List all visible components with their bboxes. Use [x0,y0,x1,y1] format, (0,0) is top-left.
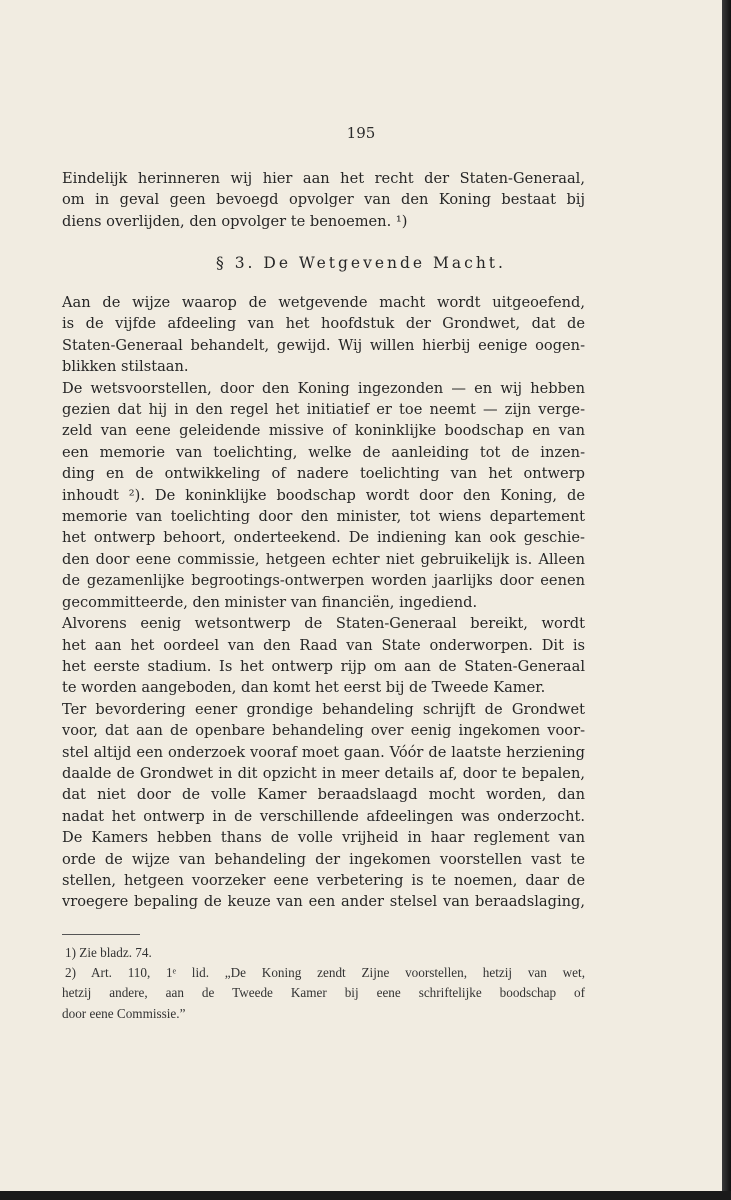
text-line: daalde de Grondwet in dit opzicht in meer details af, door te bepalen, [62,764,585,782]
text-line: orde de wijze van behandeling der ingekomen voorstellen vast te [62,850,585,868]
text-line: het ontwerp behoort, onderteekend. De indiening kan ook geschie- [62,529,585,547]
footnote-rule [62,934,140,935]
text-line: stel altijd een onderzoek vooraf moet gaan. Vóór de laatste herziening [62,743,585,761]
section-heading: § 3. De Wetgevende Macht. [216,254,506,272]
text-line: dat niet door de volle Kamer beraadslaagd mocht worden, dan [62,786,585,804]
text-line: om in geval geen bevoegd opvolger van den Koning bestaat bij [62,191,585,209]
page-bottom-edge [0,1191,731,1200]
text-line: het aan het oordeel van den Raad van State onderworpen. Dit is [62,636,585,654]
text-line: het eerste stadium. Is het ontwerp rijp om aan de Staten-Generaal [62,657,585,675]
text-line: Staten-Generaal behandelt, gewijd. Wij willen hierbij eenige oogen- [62,336,585,354]
text-line: nadat het ontwerp in de verschillende afdeelingen was onderzocht. [62,807,585,825]
text-line: te worden aangeboden, dan komt het eerst bij de Tweede Kamer. [62,679,546,697]
text-line: een memorie van toelichting, welke de aanleiding tot de inzen- [62,443,585,461]
footnote-2-continued: hetzij andere, aan de Tweede Kamer bij eene schriftelijke boodschap of [62,985,585,1001]
text-line: is de vijfde afdeeling van het hoofdstuk der Grondwet, dat de [62,315,585,333]
text-line: zeld van eene geleidende missive of koninklijke boodschap en van [62,422,585,440]
page-edge-shadow [722,0,731,1200]
text-line: diens overlijden, den opvolger te benoemen. ¹) [62,212,408,230]
text-line: de gezamenlijke begrootings-ontwerpen worden jaarlijks door eenen [62,572,585,590]
text-line: gecommitteerde, den minister van financiën, ingediend. [62,593,478,611]
body-text [62,292,585,913]
text-line: den door eene commissie, hetgeen echter niet gebruikelijk is. Alleen [62,550,585,568]
intro-paragraph [62,168,585,232]
text-line: gezien dat hij in den regel het initiatief er toe neemt — zijn verge- [62,401,585,419]
text-line: voor, dat aan de openbare behandeling over eenig ingekomen voor- [62,722,585,740]
text-line: De wetsvoorstellen, door den Koning ingezonden — en wij hebben [62,379,585,397]
text-line: vroegere bepaling de keuze van een ander stelsel van beraadslaging, [62,893,585,911]
text-line: De Kamers hebben thans de volle vrijheid in haar reglement van [62,829,585,847]
page-number: 195 [346,124,376,142]
text-line: Eindelijk herinneren wij hier aan het recht der Staten-Generaal, [62,170,585,187]
text-line: Alvorens eenig wetsontwerp de Staten-Generaal bereikt, wordt [62,615,585,633]
footnotes [62,943,585,1024]
footnote-1: 1) Zie bladz. 74. [65,945,152,960]
text-line: stellen, hetgeen voorzeker eene verbetering is te noemen, daar de [62,871,585,889]
text-line: Ter bevordering eener grondige behandeling schrijft de Grondwet [62,700,585,718]
footnote-2-end: door eene Commissie.” [62,1005,186,1021]
text-line: inhoudt ²). De koninklijke boodschap wordt door den Koning, de [62,486,585,504]
text-line: memorie van toelichting door den minister, tot wiens departement [62,508,585,526]
text-line: Aan de wijze waarop de wetgevende macht wordt uitgeoefend, [62,294,585,311]
text-line: blikken stilstaan. [62,358,189,376]
text-line: ding en de ontwikkeling of nadere toelichting van het ontwerp [62,465,585,483]
footnote-2: 2) Art. 110, 1ᵉ lid. „De Koning zendt Zijne voorstellen, hetzij van wet, [65,965,585,981]
